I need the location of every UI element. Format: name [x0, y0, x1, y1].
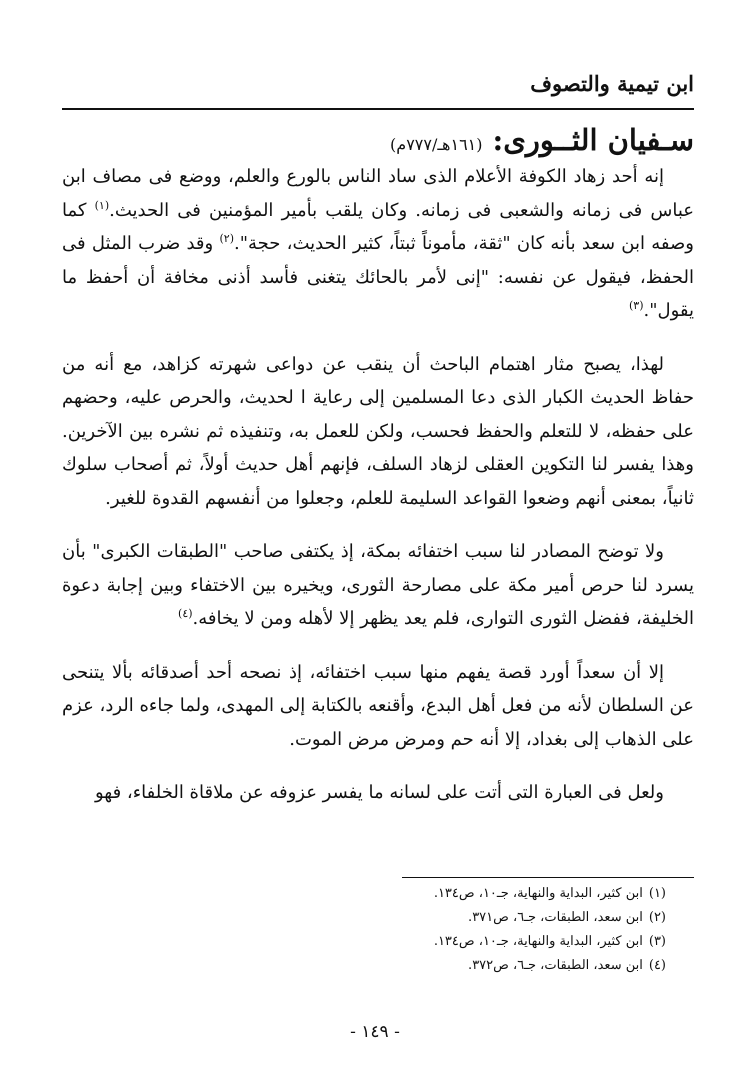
footnote-rule	[402, 877, 694, 878]
footnote-number: (٣)	[648, 934, 666, 949]
paragraph-text: لهذا، يصبح مثار اهتمام الباحث أن ينقب عن دواعى شهرته كزاهد، مع أنه من حفاظ الحديث الكبار الذى دعا المسلمين إلى رعاية ا لحديث، والحرص عليه، وحضهم على حفظه، لا للتعلم والحفظ فحسب، ولكن للعمل به، وتنفيذه ثم نشره بين الآخرين. وهذا يفسر لنا التكوين العقلى لزهاد السلف، فإنهم أهل حديث أولاً، ثم أصحاب سلوك ثانياً، بمعنى أنهم وضعوا القواعد السليمة للعلم، وجعلوا من أنفسهم القدوة للغير.	[62, 353, 694, 509]
footnotes	[62, 882, 694, 978]
footnote-text: ابن سعد، الطبقات، جـ٦، ص٣٧١.	[468, 910, 643, 925]
footnote-reference[interactable]: (١)	[94, 198, 110, 212]
paragraph-text: ولا توضح المصادر لنا سبب اختفائه بمكة، إذ يكتفى صاحب "الطبقات الكبرى" بأن يسرد لنا حرص أمير مكة على مصارحة الثورى، ويخيره بين الاختفاء وبين إجابة دعوة الخليفة، ففضل الثورى التوارى، فلم يعد يظهر إلا لأهله ومن لا يخافه.	[62, 541, 694, 629]
footnote-reference[interactable]: (٢)	[219, 232, 234, 245]
footnote-reference[interactable]: (٤)	[178, 607, 193, 620]
paragraph-text: إنه أحد زهاد الكوفة الأعلام الذى ساد الناس بالورع والعلم، ووضع فى مصاف ابن عباس فى زمانه والشعبى فى زمانه. وكان يلقب بأمير المؤمنين فى الحديث.	[62, 166, 694, 221]
footnote-item	[62, 882, 694, 906]
footnote-item	[62, 930, 694, 954]
section-name: سـفيان الثــورى:	[492, 123, 694, 157]
footnote-item	[62, 906, 694, 930]
footnote-text: ابن كثير، البداية والنهاية، جـ١٠، ص١٣٤.	[433, 934, 643, 949]
footnote-reference[interactable]: (٣)	[628, 299, 644, 312]
section-heading	[62, 118, 694, 162]
body-paragraph	[62, 348, 694, 516]
footnote-text: ابن سعد، الطبقات، جـ٦، ص٣٧٢.	[468, 958, 643, 973]
paragraph-text: كما وصفه ابن سعد بأنه كان "ثقة، مأموناً ثبتاً، كثير الحديث، حجة".	[62, 199, 694, 254]
body-paragraph	[62, 776, 694, 810]
header-rule	[62, 108, 694, 110]
footnote-text: ابن كثير، البداية والنهاية، جـ١٠، ص١٣٤.	[433, 886, 643, 901]
paragraph-text: إلا أن سعداً أورد قصة يفهم منها سبب اختفائه، إذ نصحه أحد أصدقائه بألا يتنحى عن السلطان لأنه من فعل أهل البدع، وأقنعه بالكتابة إلى المهدى، ولما جاءه الرد، عزم على الذهاب إلى بغداد، إلا أنه حم ومرض مرض الموت.	[62, 661, 694, 750]
footnote-number: (٤)	[648, 958, 666, 973]
paragraph-text: وقد ضرب المثل فى الحفظ، فيقول عن نفسه: "إنى لأمر بالحائك يتغنى فأسد أذنى مخافة أن أحفظ ما يقول".	[62, 233, 694, 321]
footnote-number: (٢)	[648, 910, 666, 925]
footnote-item	[62, 954, 694, 978]
paragraph-text: ولعل فى العبارة التى أتت على لسانه ما يفسر عزوفه عن ملاقاة الخلفاء، فهو	[94, 782, 664, 803]
body-paragraph	[62, 656, 694, 757]
section-dates: (١٦١هـ/٧٧٧م)	[390, 135, 483, 154]
footnote-number: (١)	[648, 886, 666, 901]
body-paragraph	[62, 160, 694, 328]
page-number: - ١٤٩ -	[350, 1022, 400, 1042]
body-text	[62, 160, 694, 830]
running-head: ابن تيمية والتصوف	[530, 71, 694, 96]
body-paragraph	[62, 535, 694, 636]
